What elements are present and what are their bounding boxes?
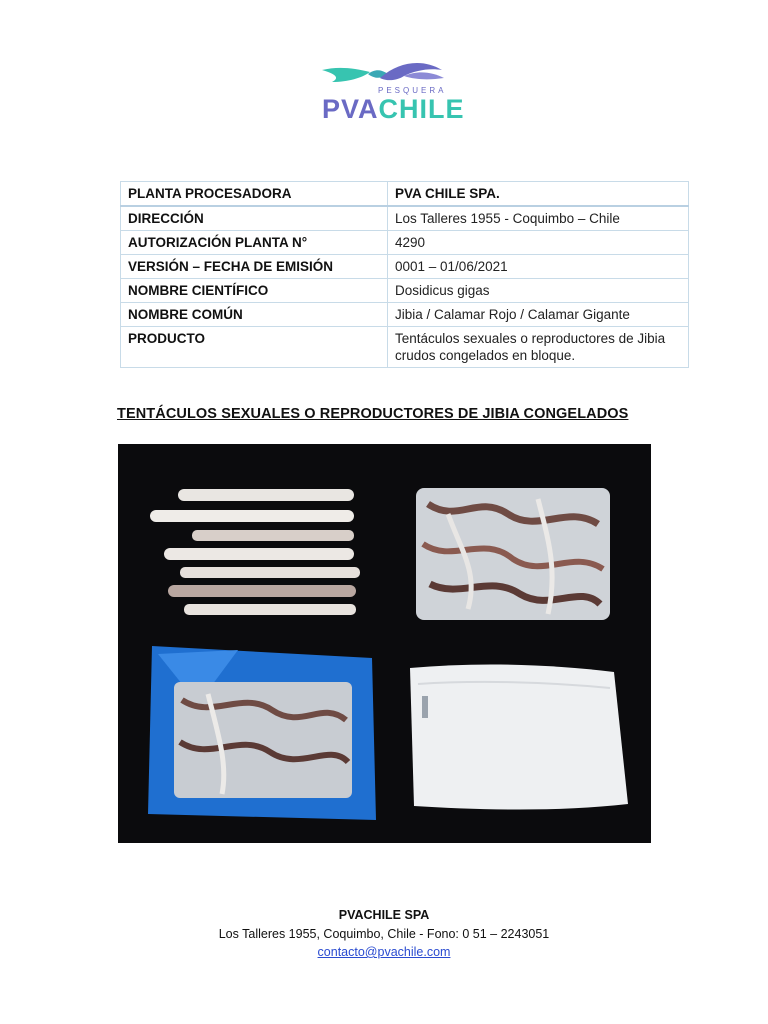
footer-company: PVACHILE SPA: [338, 908, 430, 922]
row-label: PRODUCTO: [121, 327, 388, 368]
row-label: NOMBRE COMÚN: [121, 303, 388, 327]
logo-subtitle: PESQUERA: [378, 86, 447, 95]
table-row: [121, 182, 689, 207]
table-row: [121, 255, 689, 279]
row-value: PVA CHILE SPA.: [388, 182, 689, 207]
loose-tentacles-image: [150, 489, 360, 615]
row-value: Los Talleres 1955 - Coquimbo – Chile: [388, 206, 689, 231]
footer-address: Los Talleres 1955, Coquimbo, Chile - Fono: 0 51 – 2243051: [218, 927, 550, 941]
block-in-blue-bag-image: [148, 646, 376, 820]
row-value: 0001 – 01/06/2021: [388, 255, 689, 279]
table-row: [121, 303, 689, 327]
logo-word-pva: PVA: [322, 94, 379, 124]
row-value: Jibia / Calamar Rojo / Calamar Gigante: [388, 303, 689, 327]
section-title: TENTÁCULOS SEXUALES O REPRODUCTORES DE JIBIA CONGELADOS: [117, 406, 629, 422]
logo-word-chile: CHILE: [378, 94, 465, 124]
product-photo-illustration: [118, 444, 651, 843]
row-value: Tentáculos sexuales o reproductores de Jibia crudos congelados en bloque.: [388, 327, 689, 368]
table-row: [121, 279, 689, 303]
row-label: AUTORIZACIÓN PLANTA N°: [121, 231, 388, 255]
logo-wordmark: [322, 94, 465, 125]
product-info-table: [120, 181, 689, 368]
footer-email-link[interactable]: contacto@pvachile.com: [317, 945, 451, 959]
row-label: NOMBRE CIENTÍFICO: [121, 279, 388, 303]
row-label: PLANTA PROCESADORA: [121, 182, 388, 207]
product-photo: [118, 444, 651, 843]
row-value: Dosidicus gigas: [388, 279, 689, 303]
white-packaging-bag-image: [410, 665, 628, 810]
table-row: [121, 206, 689, 231]
table-row: [121, 327, 689, 368]
table-row: [121, 231, 689, 255]
row-label: VERSIÓN – FECHA DE EMISIÓN: [121, 255, 388, 279]
row-value: 4290: [388, 231, 689, 255]
company-logo: [318, 56, 465, 126]
row-label: DIRECCIÓN: [121, 206, 388, 231]
frozen-block-image: [416, 488, 610, 620]
